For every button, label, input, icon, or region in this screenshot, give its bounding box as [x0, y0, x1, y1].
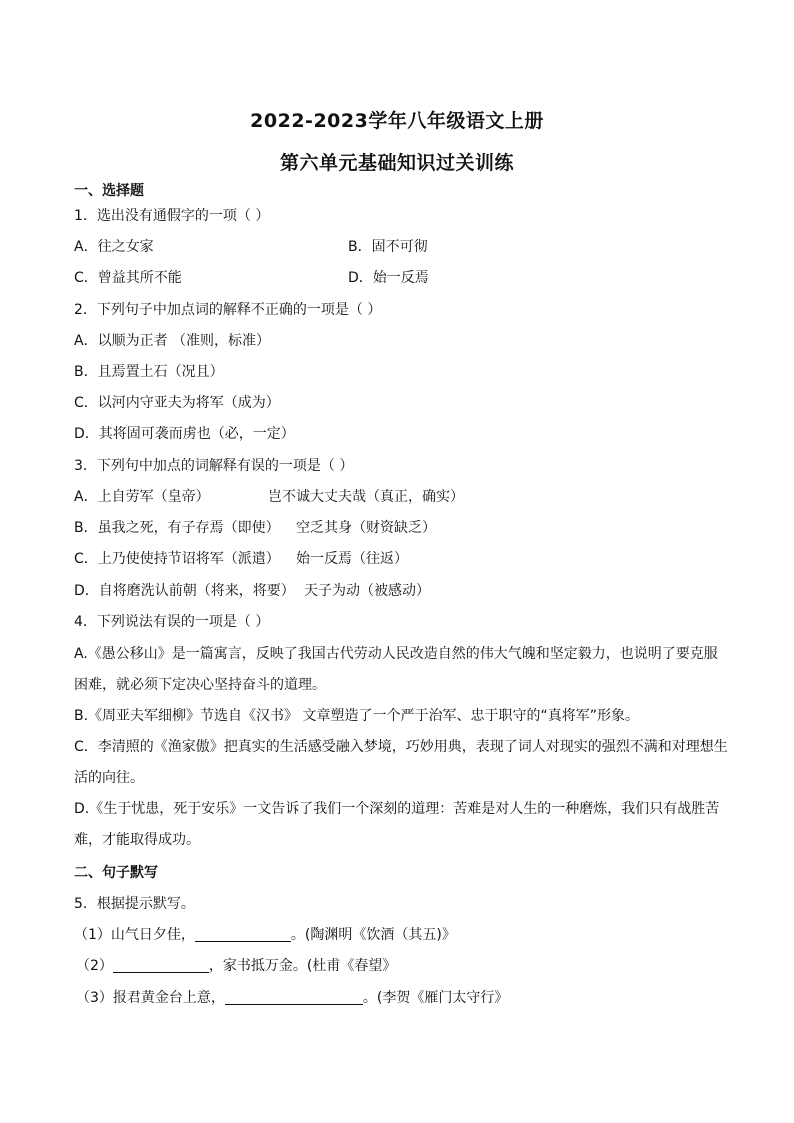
question-5-item-1 [74, 926, 456, 944]
answer-blank-3[interactable] [225, 990, 363, 1005]
question-2-option-c: C．以河内守亚夫为将军（成为） [74, 395, 280, 411]
question-1-option-d: D．始一反焉 [348, 270, 429, 286]
question-1-option-c: C．曾益其所不能 [74, 270, 182, 286]
question-1-option-b: B．固不可彻 [348, 239, 428, 255]
answer-blank-1[interactable] [195, 927, 291, 942]
question-2-stem: 2．下列句子中加点词的解释不正确的一项是（ ） [74, 302, 382, 318]
question-4-option-a-line-2: 困难，就必须下定决心坚持奋斗的道理。 [74, 677, 326, 693]
question-4-option-c-line-1: C．李清照的《渔家傲》把真实的生活感受融入梦境，巧妙用典，表现了词人对现实的强烈不满和对理想生 [74, 739, 728, 755]
question-4-option-d-line-2: 难，才能取得成功。 [74, 832, 200, 848]
question-3-option-c-part2: 始一反焉（往返） [296, 551, 408, 567]
question-3-stem: 3．下列句中加点的词解释有误的一项是（ ） [74, 458, 354, 474]
question-3-option-b-part1: B．虽我之死，有子存焉（即使） [74, 520, 280, 536]
question-4-option-d-line-1: D.《生于忧患，死于安乐》一文告诉了我们一个深刻的道理：苦难是对人生的一种磨炼，我们只有战胜苦 [74, 801, 720, 817]
question-1-option-a: A．往之女家 [74, 239, 154, 255]
section-heading-recitation: 二、句子默写 [74, 865, 158, 881]
title-line-2: 第六单元基础知识过关训练 [279, 152, 514, 174]
question-4-option-c-line-2: 活的向往。 [74, 770, 144, 786]
item-3-prefix: （3）报君黄金台上意， [76, 990, 225, 1006]
item-3-suffix: 。(李贺《雁门太守行》 [362, 990, 509, 1006]
title-line-1: 2022-2023学年八年级语文上册 [250, 110, 544, 132]
question-4-option-a-line-1: A.《愚公移山》是一篇寓言，反映了我国古代劳动人民改造自然的伟大气魄和坚定毅力，也说明了要克服 [74, 646, 718, 662]
question-1-stem: 1．选出没有通假字的一项（ ） [74, 208, 270, 224]
item-1-prefix: （1）山气日夕佳， [74, 927, 195, 943]
item-2-prefix: （2） [76, 958, 113, 974]
question-5-item-3 [76, 989, 508, 1007]
question-2-option-a: A．以顺为正者 （准则，标准） [74, 333, 271, 349]
question-4-option-b: B.《周亚夫军细柳》节选自《汉书》 文章塑造了一个严于治军、忠于职守的“真将军”形象。 [74, 708, 640, 724]
question-4-stem: 4．下列说法有误的一项是（ ） [74, 614, 270, 630]
question-5-stem: 5．根据提示默写。 [74, 896, 195, 912]
question-2-option-d: D．其将固可袭而虏也（必，一定） [74, 426, 295, 442]
question-3-option-a-part1: A．上自劳军（皇帝） [74, 489, 210, 505]
question-3-option-d-part2: 天子为动（被感动） [304, 583, 430, 599]
item-1-suffix: 。(陶渊明《饮酒（其五)》 [290, 927, 456, 943]
question-3-option-b-part2: 空乏其身（财资缺乏） [296, 520, 436, 536]
question-3-option-d-part1: D．自将磨洗认前朝（将来，将要） [74, 583, 295, 599]
question-5-item-2 [76, 957, 396, 975]
item-2-suffix: ，家书抵万金。(杜甫《春望》 [208, 958, 397, 974]
question-3-option-a-part2: 岂不诚大丈夫哉（真正，确实） [268, 489, 464, 505]
answer-blank-2[interactable] [113, 958, 209, 973]
section-heading-choice: 一、选择题 [74, 183, 144, 199]
question-2-option-b: B．且焉置土石（况且） [74, 364, 224, 380]
question-3-option-c-part1: C．上乃使使持节诏将军（派遣） [74, 551, 280, 567]
